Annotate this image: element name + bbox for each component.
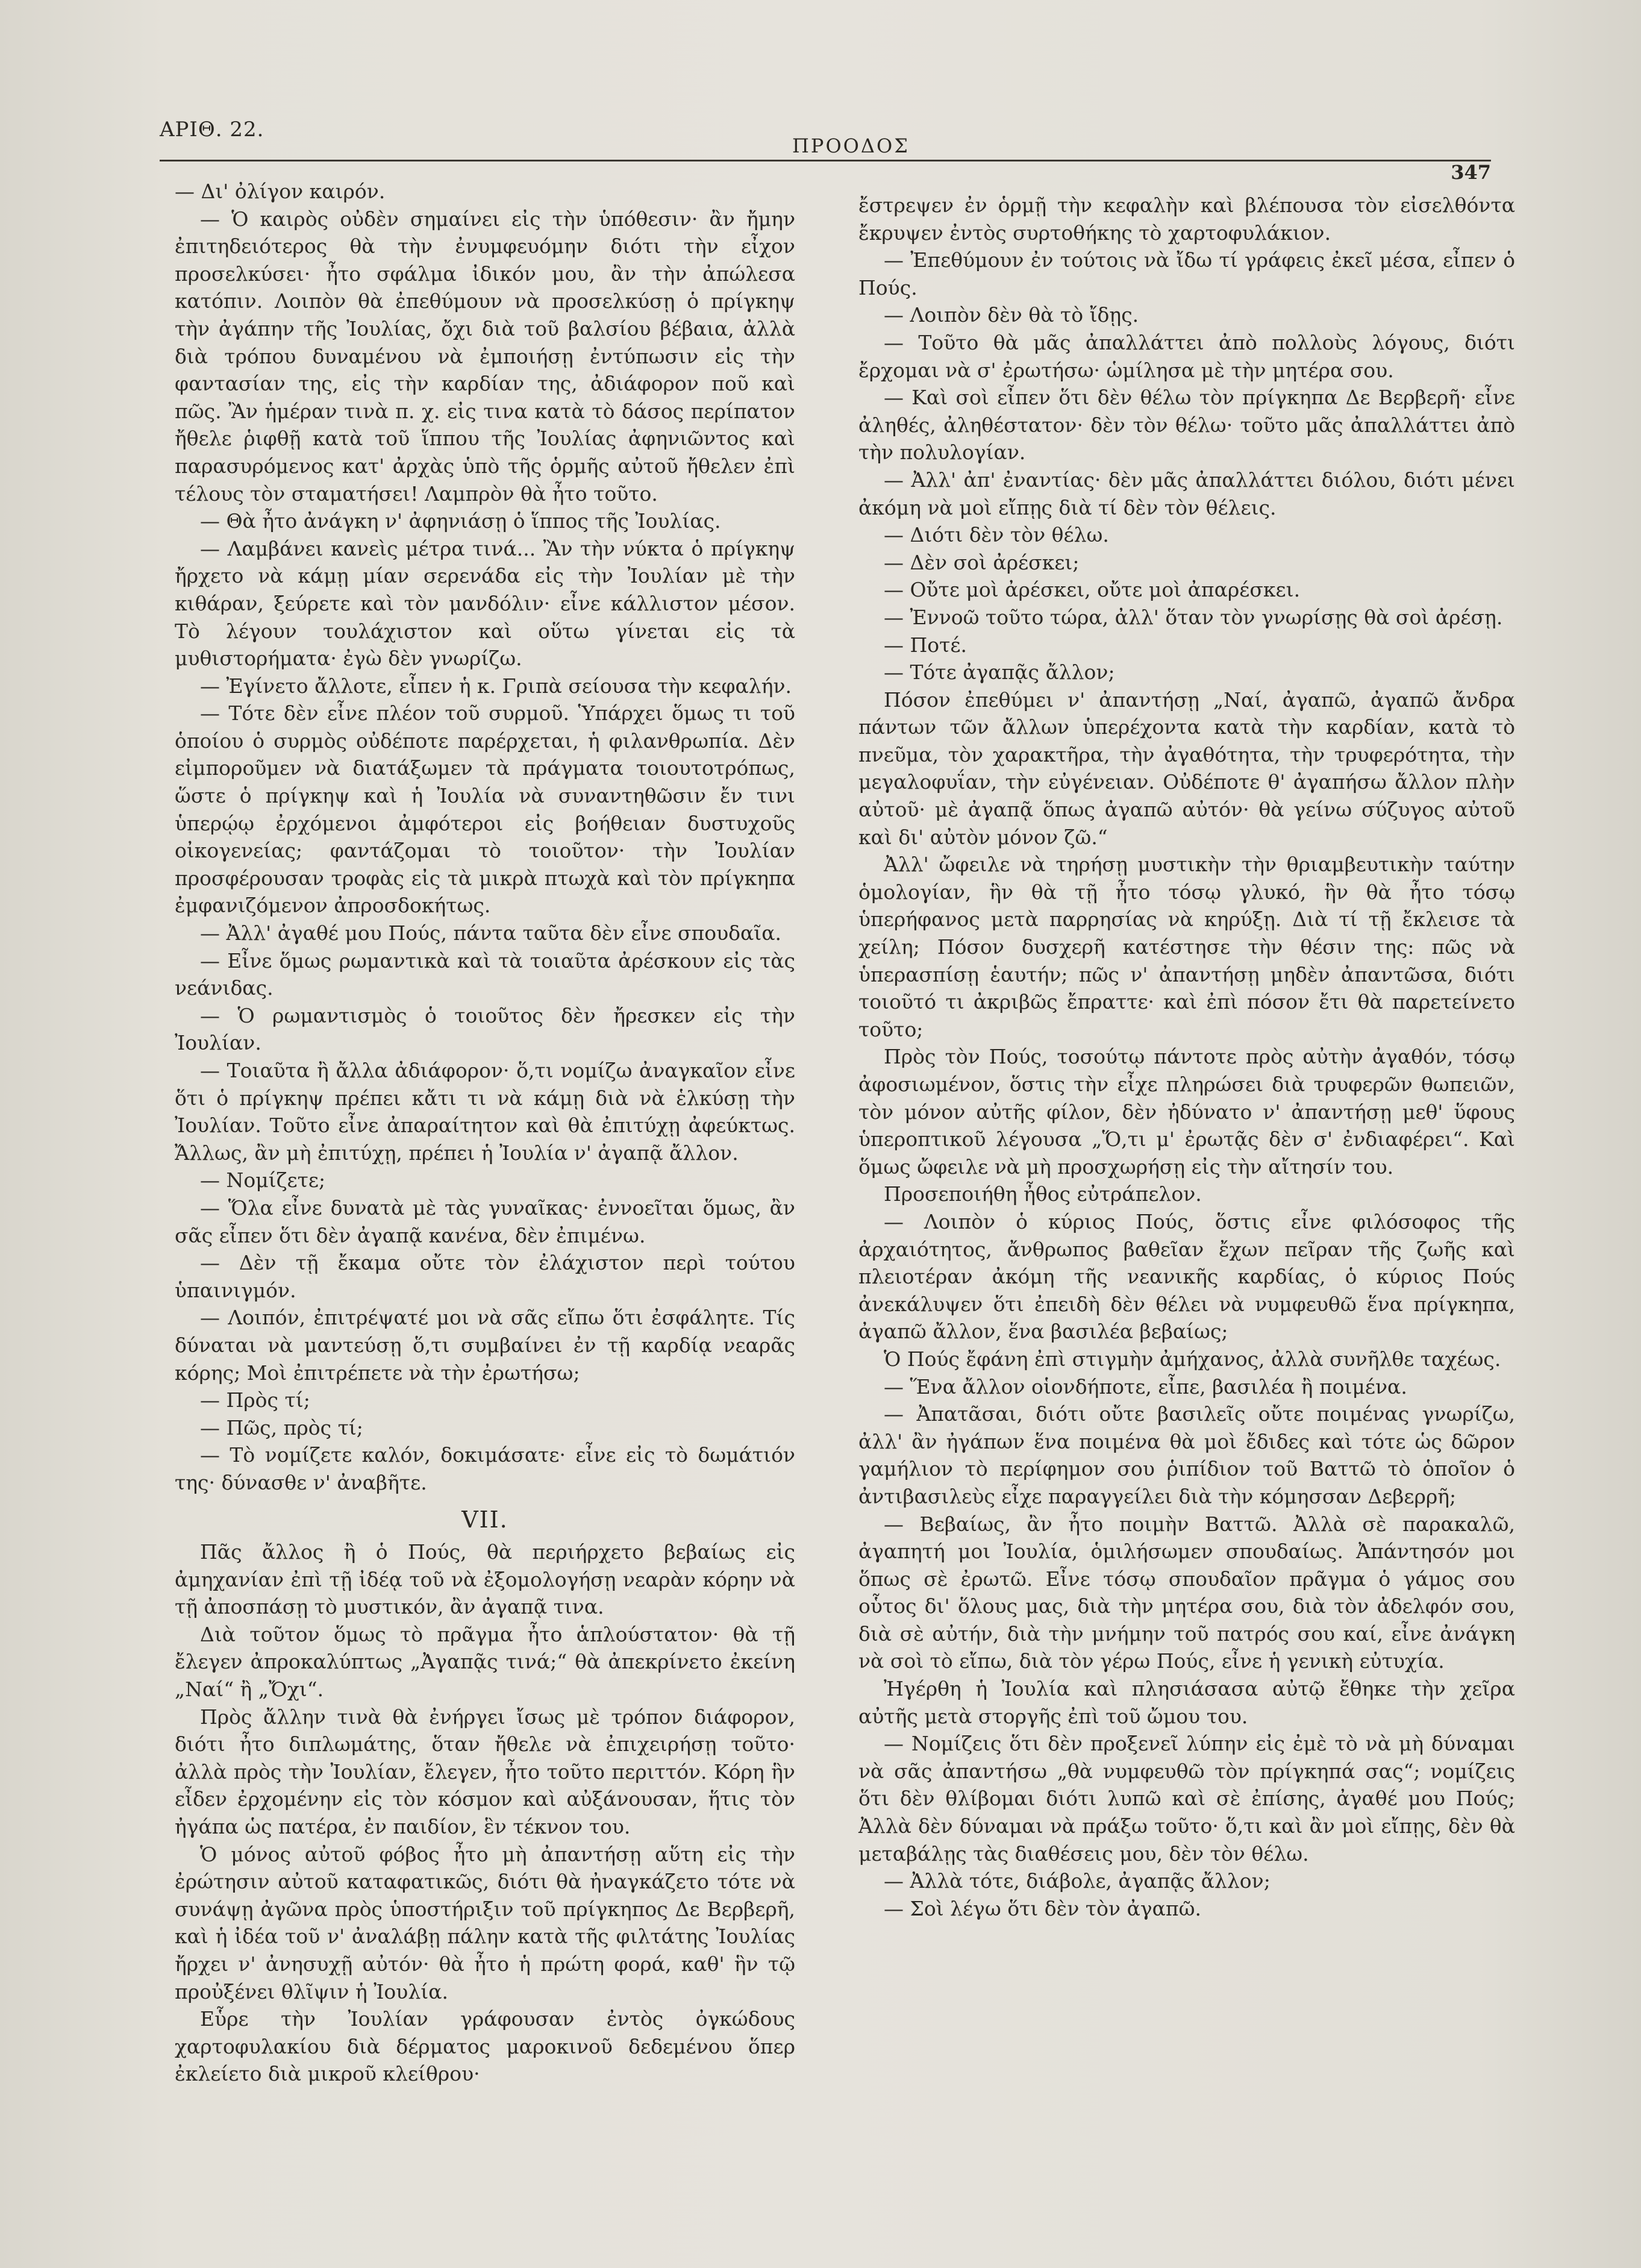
paragraph: — Νομίζετε; — [200, 1168, 326, 1192]
paragraph: Πᾶς ἄλλος ἢ ὁ Πούς, θὰ περιήρχετο βεβαίως εἰς ἀμηχανίαν ἐπὶ τῇ ἰδέᾳ τοῦ νὰ ἐξομολογήσῃ νεαρὰν κόρην νὰ τῇ ἀποσπάσῃ τὸ μυστικόν, ἂν ἀγαπᾷ τινα. — [175, 1540, 795, 1619]
paragraph: — Πρὸς τί; — [200, 1388, 310, 1412]
paragraph: — Ποτέ. — [884, 633, 967, 657]
paragraph: Πόσον ἐπεθύμει ν' ἀπαντήσῃ „Ναί, ἀγαπῶ, ἀγαπῶ ἄνδρα πάντων τῶν ἄλλων ὑπερέχοντα κατὰ τὴν καρδίαν, κατὰ τὸ πνεῦμα, τὸν χαρακτῆρα, τὴν ἀγαθότητα, τὴν τρυφερότητα, τὴν μεγαλοφυΐαν, τὴν εὐγένειαν. Οὐδέποτε θ' ἀγαπήσω ἄλλον πλὴν αὐτοῦ· μὲ ἀγαπᾷ ὅπως ἀγαπῶ αὐτόν· θὰ γείνω σύζυγος αὐτοῦ καὶ δι' αὐτὸν μόνον ζῶ.“ — [858, 688, 1515, 849]
paragraph: Ἀλλ' ὤφειλε νὰ τηρήσῃ μυστικὴν τὴν θριαμβευτικὴν ταύτην ὁμολογίαν, ἣν θὰ τῇ ἦτο τόσῳ γλυκό, ἣν θὰ ἦτο τόσῳ ὑπερήφανος μετὰ παρρησίας νὰ κηρύξῃ. Διὰ τί τῇ ἔκλεισε τὰ χείλη; Πόσον δυσχερῆ κατέστησε τὴν θέσιν της: πῶς νὰ ὑπερασπίσῃ ἑαυτήν; πῶς ν' ἀπαντήσῃ μηδὲν ἀπαντῶσα, διότι τοιοῦτό τι ἀκριβῶς ἔπραττε· καὶ ἐπὶ πόσον ἔτι θὰ παρετείνετο τοῦτο; — [858, 853, 1515, 1041]
paragraph: — Δὲν σοὶ ἀρέσκει; — [884, 550, 1080, 574]
section-heading: VII. — [461, 1506, 508, 1533]
paragraph: Πρὸς τὸν Πούς, τοσούτῳ πάντοτε πρὸς αὐτὴν ἀγαθόν, τόσῳ ἀφοσιωμένον, ὅστις τὴν εἶχε πληρώσει διὰ τρυφερῶν θωπειῶν, τὸν μόνον αὐτῆς φίλον, δὲν ἠδύνατο ν' ἀπαντήσῃ μεθ' ὕφους ὑπεροπτικοῦ λέγουσα „Ὅ,τι μ' ἐρωτᾷς δὲν σ' ἐνδιαφέρει“. Καὶ ὅμως ὤφειλε νὰ μὴ προσχωρήσῃ εἰς τὴν αἴτησίν του. — [858, 1045, 1515, 1179]
paragraph: — Ἐπεθύμουν ἐν τούτοις νὰ ἴδω τί γράφεις ἐκεῖ μέσα, εἶπεν ὁ Πούς. — [858, 248, 1515, 299]
paragraph: — Ἐγίνετο ἄλλοτε, εἶπεν ἡ κ. Γριπὰ σείουσα τὴν κεφαλήν. — [200, 674, 792, 698]
paragraph: — Διότι δὲν τὸν θέλω. — [884, 523, 1109, 547]
paragraph: Ὁ Πούς ἔφάνη ἐπὶ στιγμὴν ἀμήχανος, ἀλλὰ συνῆλθε ταχέως. — [884, 1347, 1501, 1371]
paragraph: — Τότε ἀγαπᾷς ἄλλον; — [884, 660, 1115, 684]
paragraph: — Ἕνα ἄλλον οἱονδήποτε, εἶπε, βασιλέα ἢ ποιμένα. — [884, 1374, 1407, 1399]
paragraph: — Σοὶ λέγω ὅτι δὲν τὸν ἀγαπῶ. — [884, 1896, 1201, 1920]
paragraph: — Ἀλλὰ τότε, διάβολε, ἀγαπᾷς ἄλλον; — [884, 1869, 1271, 1893]
paragraph: Πρὸς ἄλλην τινὰ θὰ ἐνήργει ἴσως μὲ τρόπον διάφορον, διότι ἦτο διπλωμάτης, ὅταν ἤθελε νὰ ἐπιχειρήσῃ τοῦτο· ἀλλὰ πρὸς τὴν Ἰουλίαν, ἔλεγεν, ἦτο τοῦτο περιττόν. Κόρη ἣν εἶδεν ἐρχομένην εἰς τὸν κόσμον καὶ αὐξάνουσαν, ἥτις τὸν ἠγάπα ὡς πατέρα, ἐν παιδίον, ἓν τέκνον του. — [175, 1705, 795, 1839]
paragraph: — Θὰ ἦτο ἀνάγκη ν' ἀφηνιάσῃ ὁ ἵππος τῆς Ἰουλίας. — [200, 509, 721, 533]
paragraph: — Νομίζεις ὅτι δὲν προξενεῖ λύπην εἰς ἐμὲ τὸ νὰ μὴ δύναμαι νὰ σᾶς ἀπαντήσω „θὰ νυμφευθῶ τὸν πρίγκηπά σας“; νομίζεις ὅτι δὲν θλίβομαι διότι λυπῶ καὶ σὲ ἐπίσης, ἀγαθέ μου Πούς; Ἀλλὰ δὲν δύναμαι νὰ πράξω τοῦτο· ὅ,τι καὶ ἂν μοὶ εἴπῃς, δὲν θὰ μεταβάλῃς τὰς διαθέσεις μου, δὲν τὸν θέλω. — [858, 1732, 1515, 1865]
paragraph: — Λοιπὸν ὁ κύριος Πούς, ὅστις εἶνε φιλόσοφος τῆς ἀρχαιότητος, ἄνθρωπος βαθεῖαν ἔχων πεῖραν τῆς ζωῆς καὶ πλειοτέραν ἀκόμη τῆς νεανικῆς καρδίας, ὁ κύριος Πούς ἀνεκάλυψεν ὅτι ἐπειδὴ δὲν θέλει νὰ νυμφευθῶ ἕνα πρίγκηπα, ἀγαπῶ ἄλλον, ἕνα βασιλέα βεβαίως; — [858, 1209, 1515, 1344]
paragraph: Εὗρε τὴν Ἰουλίαν γράφουσαν ἐντὸς ὀγκώδους χαρτοφυλακίου διὰ δέρματος μαροκινοῦ δεδεμένου ὅπερ ἐκλείετο διὰ μικροῦ κλείθρου· — [175, 2007, 795, 2086]
paragraph: — Εἶνε ὅμως ρωμαντικὰ καὶ τὰ τοιαῦτα ἀρέσκουν εἰς τὰς νεάνιδας. — [175, 948, 795, 1000]
paragraph: — Τοιαῦτα ἢ ἄλλα ἀδιάφορον· ὅ,τι νομίζω ἀναγκαῖον εἶνε ὅτι ὁ πρίγκηψ πρέπει κἄτι τι νὰ κάμῃ διὰ νὰ ἑλκύσῃ τὴν Ἰουλίαν. Τοῦτο εἶνε ἀπαραίτητον καὶ θὰ ἐπιτύχῃ ἀφεύκτως. Ἄλλως, ἂν μὴ ἐπιτύχῃ, πρέπει ἡ Ἰουλία ν' ἀγαπᾷ ἄλλον. — [175, 1059, 795, 1165]
paragraph: — Ἀλλ' ἀγαθέ μου Πούς, πάντα ταῦτα δὲν εἶνε σπουδαῖα. — [200, 921, 782, 945]
paragraph: — Ἀλλ' ἀπ' ἐναντίας· δὲν μᾶς ἀπαλλάττει διόλου, διότι μένει ἀκόμη νὰ μοὶ εἴπῃς διὰ τί δὲν τὸν θέλεις. — [858, 468, 1515, 519]
paragraph: Διὰ τοῦτον ὅμως τὸ πρᾶγμα ἦτο ἁπλούστατον· θὰ τῇ ἔλεγεν ἀπροκαλύπτως „Ἀγαπᾷς τινά;“ θὰ ἀπεκρίνετο ἐκείνη „Ναί“ ἢ „Ὄχι“. — [175, 1622, 795, 1702]
paragraph: — Βεβαίως, ἂν ἦτο ποιμὴν Βαττῶ. Ἀλλὰ σὲ παρακαλῶ, ἀγαπητή μοι Ἰουλία, ὁμιλήσωμεν σπουδαίως. Ἀπάντησόν μοι ὅπως σὲ ἐρωτῶ. Εἶνε τόσῳ σπουδαῖον πρᾶγμα ὁ γάμος σου οὗτος δι' ὅλους μας, διὰ τὴν μητέρα σου, διὰ τὸν ἀδελφόν σου, διὰ σὲ αὐτήν, διὰ τὴν μνήμην τοῦ πατρός σου καί, εἶνε ἀνάγκη νὰ σοὶ τὸ εἴπω, διὰ τὸν γέρω Πούς, εἶνε ἡ γενικὴ εὐτυχία. — [858, 1512, 1515, 1673]
paragraph: — Ὁ ρωμαντισμὸς ὁ τοιοῦτος δὲν ἤρεσκεν εἰς τὴν Ἰουλίαν. — [175, 1003, 795, 1055]
paragraph: — Τὸ νομίζετε καλόν, δοκιμάσατε· εἶνε εἰς τὸ δωμάτιόν της· δύνασθε ν' ἀναβῆτε. — [175, 1443, 795, 1494]
paragraph: ἔστρεψεν ἐν ὁρμῇ τὴν κεφαλὴν καὶ βλέπουσα τὸν εἰσελθόντα ἔκρυψεν ἐντὸς συρτοθήκης τὸ χαρτοφυλάκιον. — [858, 193, 1515, 245]
paragraph: — Ὅλα εἶνε δυνατὰ μὲ τὰς γυναῖκας· ἐννοεῖται ὅμως, ἂν σᾶς εἶπεν ὅτι δὲν ἀγαπᾷ κανένα, δὲν ἐπιμένω. — [175, 1195, 795, 1247]
issue-number: ΑΡΙΘ. 22. — [160, 117, 264, 142]
paragraph: — Ἀπατᾶσαι, διότι οὔτε βασιλεῖς οὔτε ποιμένας γνωρίζω, ἀλλ' ἂν ἠγάπων ἕνα ποιμένα θὰ μοὶ ἔδιδες καὶ τότε ὡς δῶρον γαμήλιον τὸ περίφημον σου ῥιπίδιον τοῦ Βαττῶ τὸ ὁποῖον ὁ ἀντιβασιλεὺς εἶχε παραγγείλει διὰ τὴν κόμησσαν Δεβερρῆ; — [858, 1402, 1515, 1508]
paragraph: Ὁ μόνος αὐτοῦ φόβος ἦτο μὴ ἀπαντήσῃ αὕτη εἰς τὴν ἐρώτησιν αὐτοῦ καταφατικῶς, διότι θὰ ἠναγκάζετο τότε νὰ συνάψῃ ἀγῶνα πρὸς ὑποστήριξιν τοῦ πρίγκηπος Δε Βερβερῆ, καὶ ἡ ἰδέα τοῦ ν' ἀναλάβῃ πάλην κατὰ τῆς φιλτάτης Ἰουλίας ἤρχει ν' ἀνησυχῇ αὐτόν· θὰ ἦτο ἡ πρώτη φορά, καθ' ἣν τῷ προὐξένει θλῖψιν ἡ Ἰουλία. — [175, 1842, 795, 2003]
paragraph: — Οὔτε μοὶ ἀρέσκει, οὔτε μοὶ ἀπαρέσκει. — [884, 578, 1301, 602]
paragraph: — Τότε δὲν εἶνε πλέον τοῦ συρμοῦ. Ὑπάρχει ὅμως τι τοῦ ὁποίου ὁ συρμὸς οὐδέποτε παρέρχεται, ἡ φιλανθρωπία. Δὲν εἰμποροῦμεν νὰ διατάξωμεν τὰ πράγματα τοιουτοτρόπως, ὥστε ὁ πρίγκηψ καὶ ἡ Ἰουλία νὰ συναντηθῶσιν ἔν τινι ὑπερῴῳ ἐρχόμενοι ἀμφότεροι εἰς βοήθειαν δυστυχοῦς οἰκογενείας; φαντάζομαι τὸ τοιοῦτον· τὴν Ἰουλίαν προσφέρουσαν τροφὰς εἰς τὰ μικρὰ πτωχὰ καὶ τὸν πρίγκηπα ἐμφανιζόμενον ἀπροσδοκήτως. — [175, 701, 795, 918]
page-number: 347 — [1451, 161, 1491, 184]
paragraph: — Δὲν τῇ ἔκαμα οὔτε τὸν ἐλάχιστον περὶ τούτου ὑπαινιγμόν. — [175, 1251, 795, 1302]
right-column — [858, 192, 1515, 1922]
publication-title: ΠΡΟΟΔΟΣ — [792, 134, 910, 157]
paragraph: Προσεποιήθη ἦθος εὐτράπελον. — [884, 1182, 1202, 1206]
paragraph: — Τοῦτο θὰ μᾶς ἀπαλλάττει ἀπὸ πολλοὺς λόγους, διότι ἔρχομαι νὰ σ' ἐρωτήσω· ὡμίλησα μὲ τὴν μητέρα σου. — [858, 330, 1515, 382]
paragraph: — Δι' ὀλίγον καιρόν. — [175, 180, 386, 203]
paragraph: — Πῶς, πρὸς τί; — [200, 1415, 363, 1439]
paragraph: — Καὶ σοὶ εἶπεν ὅτι δὲν θέλω τὸν πρίγκηπα Δε Βερβερῆ· εἶνε ἀληθές, ἀληθέστατον· δὲν τὸν θέλω· τοῦτο μᾶς ἀπαλλάττει ἀπὸ τὴν πολυλογίαν. — [858, 386, 1515, 465]
left-column — [175, 178, 795, 2088]
paragraph: — Λοιπόν, ἐπιτρέψατέ μοι νὰ σᾶς εἴπω ὅτι ἐσφάλητε. Τίς δύναται νὰ μαντεύσῃ ὅ,τι συμβαίνει ἐν τῇ καρδίᾳ νεαρᾶς κόρης; Μοὶ ἐπιτρέπετε νὰ τὴν ἐρωτήσω; — [175, 1306, 795, 1385]
paragraph: — Λοιπὸν δὲν θὰ τὸ ἴδῃς. — [884, 303, 1139, 327]
paragraph: — Ἐννοῶ τοῦτο τώρα, ἀλλ' ὅταν τὸν γνωρίσῃς θὰ σοὶ ἀρέσῃ. — [884, 605, 1503, 629]
paragraph: Ἠγέρθη ἡ Ἰουλία καὶ πλησιάσασα αὐτῷ ἔθηκε τὴν χεῖρα αὐτῆς μετὰ στοργῆς ἐπὶ τοῦ ὤμου του. — [858, 1677, 1515, 1728]
paragraph: — Ὁ καιρὸς οὐδὲν σημαίνει εἰς τὴν ὑπόθεσιν· ἂν ἤμην ἐπιτηδειότερος θὰ τὴν ἐνυμφευόμην διότι τὴν εἶχον προσελκύσει· ἦτο σφάλμα ἰδικόν μου, ἂν τὴν ἀπώλεσα κατόπιν. Λοιπὸν θὰ ἐπεθύμουν νὰ προσελκύσῃ ὁ πρίγκηψ τὴν ἀγάπην τῆς Ἰουλίας, ὄχι διὰ τοῦ βαλσίου βέβαια, ἀλλὰ διὰ τρόπου δυναμένου νὰ ἐμποιήσῃ ἐντύπωσιν εἰς τὴν φαντασίαν της, εἰς τὴν καρδίαν της, ἀδιάφορον ποῦ καὶ πῶς. Ἂν ἡμέραν τινὰ π. χ. εἰς τινα κατὰ τὸ δάσος περίπατον ἤθελε ῥιφθῇ κατὰ τοῦ ἵππου τῆς Ἰουλίας ἀφηνιῶντος καὶ παρασυρόμενος κατ' ἀρχὰς ὑπὸ τῆς ὁρμῆς αὐτοῦ ἤθελεν ἐπὶ τέλους τὸν σταματήσει! Λαμπρὸν θὰ ἦτο τοῦτο. — [175, 207, 795, 506]
page-header — [160, 111, 1491, 184]
paragraph: — Λαμβάνει κανεὶς μέτρα τινά... Ἂν τὴν νύκτα ὁ πρίγκηψ ἤρχετο νὰ κάμῃ μίαν σερενάδα εἰς τὴν Ἰουλίαν μὲ τὴν κιθάραν, ξεύρετε καὶ τὸν μανδόλιν· εἶνε κάλλιστον μέσον. Τὸ λέγουν τουλάχιστον καὶ οὕτω γίνεται εἰς τὰ μυθιστορήματα· ἐγὼ δὲν γνωρίζω. — [175, 536, 795, 671]
